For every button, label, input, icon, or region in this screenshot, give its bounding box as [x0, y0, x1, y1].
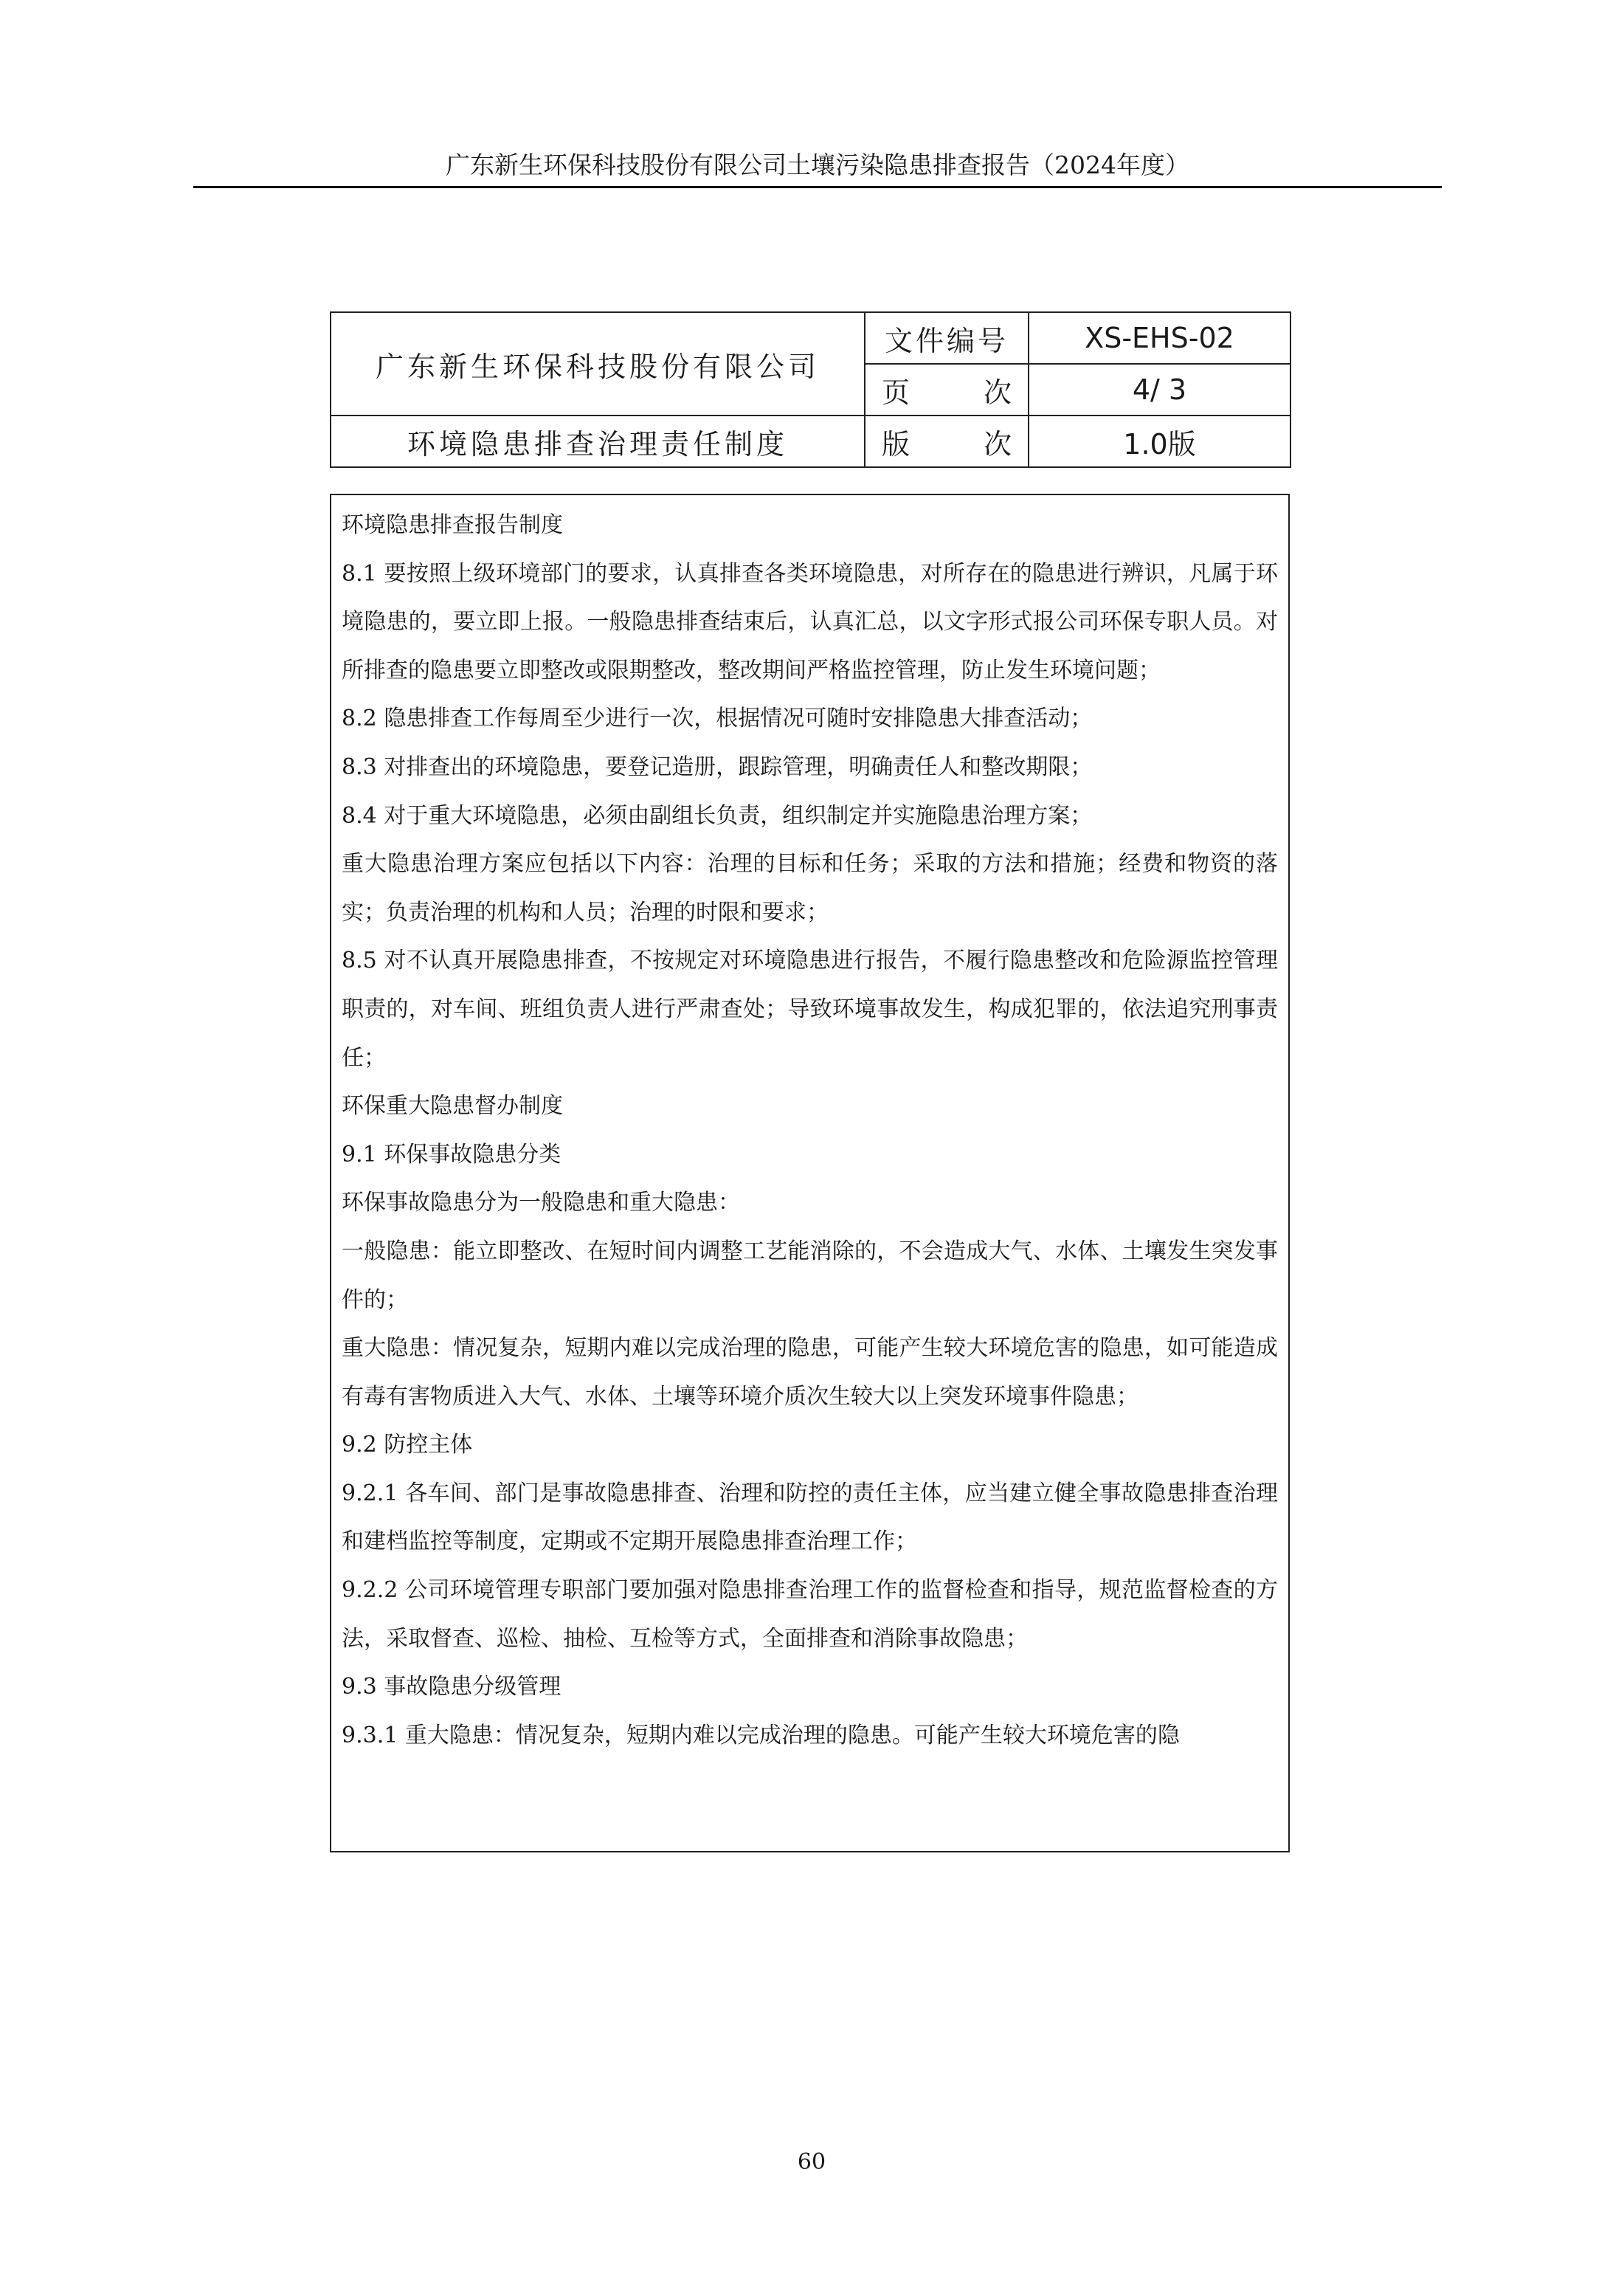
paragraph-9-2-2: 9.2.2 公司环境管理专职部门要加强对隐患排查治理工作的监督检查和指导，规范监督检查的方法，采取督查、巡检、抽检、互检等方式，全面排查和消除事故隐患；: [342, 1577, 1278, 1652]
doc-info-row-file-no: [331, 312, 1290, 364]
paragraph-9-2-1: 9.2.1 各车间、部门是事故隐患排查、治理和防控的责任主体，应当建立健全事故隐患排查治理和建档监控等制度，定期或不定期开展隐患排查治理工作；: [342, 1480, 1278, 1555]
paragraph-8-2: 8.2 隐患排查工作每周至少进行一次，根据情况可随时安排隐患大排查活动；: [342, 706, 1093, 732]
paragraph-major-hazard: 重大隐患：情况复杂，短期内难以完成治理的隐患，可能产生较大环境危害的隐患，如可能造成有毒有害物质进入大气、水体、土壤等环境介质次生较大以上突发环境事件隐患；: [342, 1335, 1278, 1410]
paragraph-9-2: 9.2 防控主体: [342, 1432, 473, 1458]
paragraph-8-5: 8.5 对不认真开展隐患排查，不按规定对环境隐患进行报告，不履行隐患整改和危险源监控管理职责的，对车间、班组负责人进行严肃查处；导致环境事故发生，构成犯罪的，依法追究刑事责任；: [342, 948, 1278, 1071]
version-label-char-1: 版: [882, 427, 911, 461]
version-label: [865, 416, 1029, 467]
paragraph-8-3: 8.3 对排查出的环境隐患，要登记造册，跟踪管理，明确责任人和整改期限；: [342, 754, 1093, 780]
page-header-title: 广东新生环保科技股份有限公司土壤污染隐患排查报告（2024年度）: [446, 151, 1189, 179]
paragraph-heading-supervision-system: 环保重大隐患督办制度: [342, 1093, 563, 1120]
paragraph-9-1: 9.1 环保事故隐患分类: [342, 1141, 562, 1168]
doc-info-row-version: [331, 416, 1290, 467]
page-value: 4/ 3: [1029, 364, 1290, 416]
page-label-char-2: 次: [983, 376, 1012, 409]
paragraph-major-plan-contents: 重大隐患治理方案应包括以下内容：治理的目标和任务；采取的方法和措施；经费和物资的落实；负责治理的机构和人员；治理的时限和要求；: [342, 851, 1278, 925]
paragraph-8-4: 8.4 对于重大环境隐患，必须由副组长负责，组织制定并实施隐患治理方案；: [342, 802, 1093, 829]
version-value: 1.0版: [1029, 416, 1290, 467]
page-label-char-1: 页: [882, 376, 911, 409]
version-label-char-2: 次: [983, 427, 1012, 461]
paragraph-general-hazard: 一般隐患：能立即整改、在短时间内调整工艺能消除的，不会造成大气、水体、土壤发生突发事件的；: [342, 1238, 1278, 1313]
content-box: [330, 494, 1290, 1852]
document-title: 环境隐患排查治理责任制度: [331, 416, 865, 467]
company-name: 广东新生环保科技股份有限公司: [331, 312, 865, 416]
paragraph-9-3: 9.3 事故隐患分级管理: [342, 1674, 562, 1700]
header-divider: [193, 186, 1442, 188]
page-label: [865, 364, 1029, 416]
paragraph-8-1: 8.1 要按照上级环境部门的要求，认真排查各类环境隐患，对所存在的隐患进行辨识，凡属于环境隐患的，要立即上报。一般隐患排查结束后，认真汇总，以文字形式报公司环保专职人员。对所排查的隐患要立即整改或限期整改，整改期间严格监控管理，防止发生环境问题；: [342, 560, 1278, 683]
file-no-value: XS-EHS-02: [1029, 312, 1290, 364]
paragraph-9-3-1: 9.3.1 重大隐患：情况复杂，短期内难以完成治理的隐患。可能产生较大环境危害的隐: [342, 1722, 1180, 1748]
paragraph-heading-report-system: 环境隐患排查报告制度: [342, 512, 563, 538]
file-no-label: 文件编号: [865, 312, 1029, 364]
paragraph-classification: 环保事故隐患分为一般隐患和重大隐患：: [342, 1190, 740, 1216]
document-info-table: [330, 311, 1291, 468]
page-number: 60: [797, 2149, 826, 2175]
